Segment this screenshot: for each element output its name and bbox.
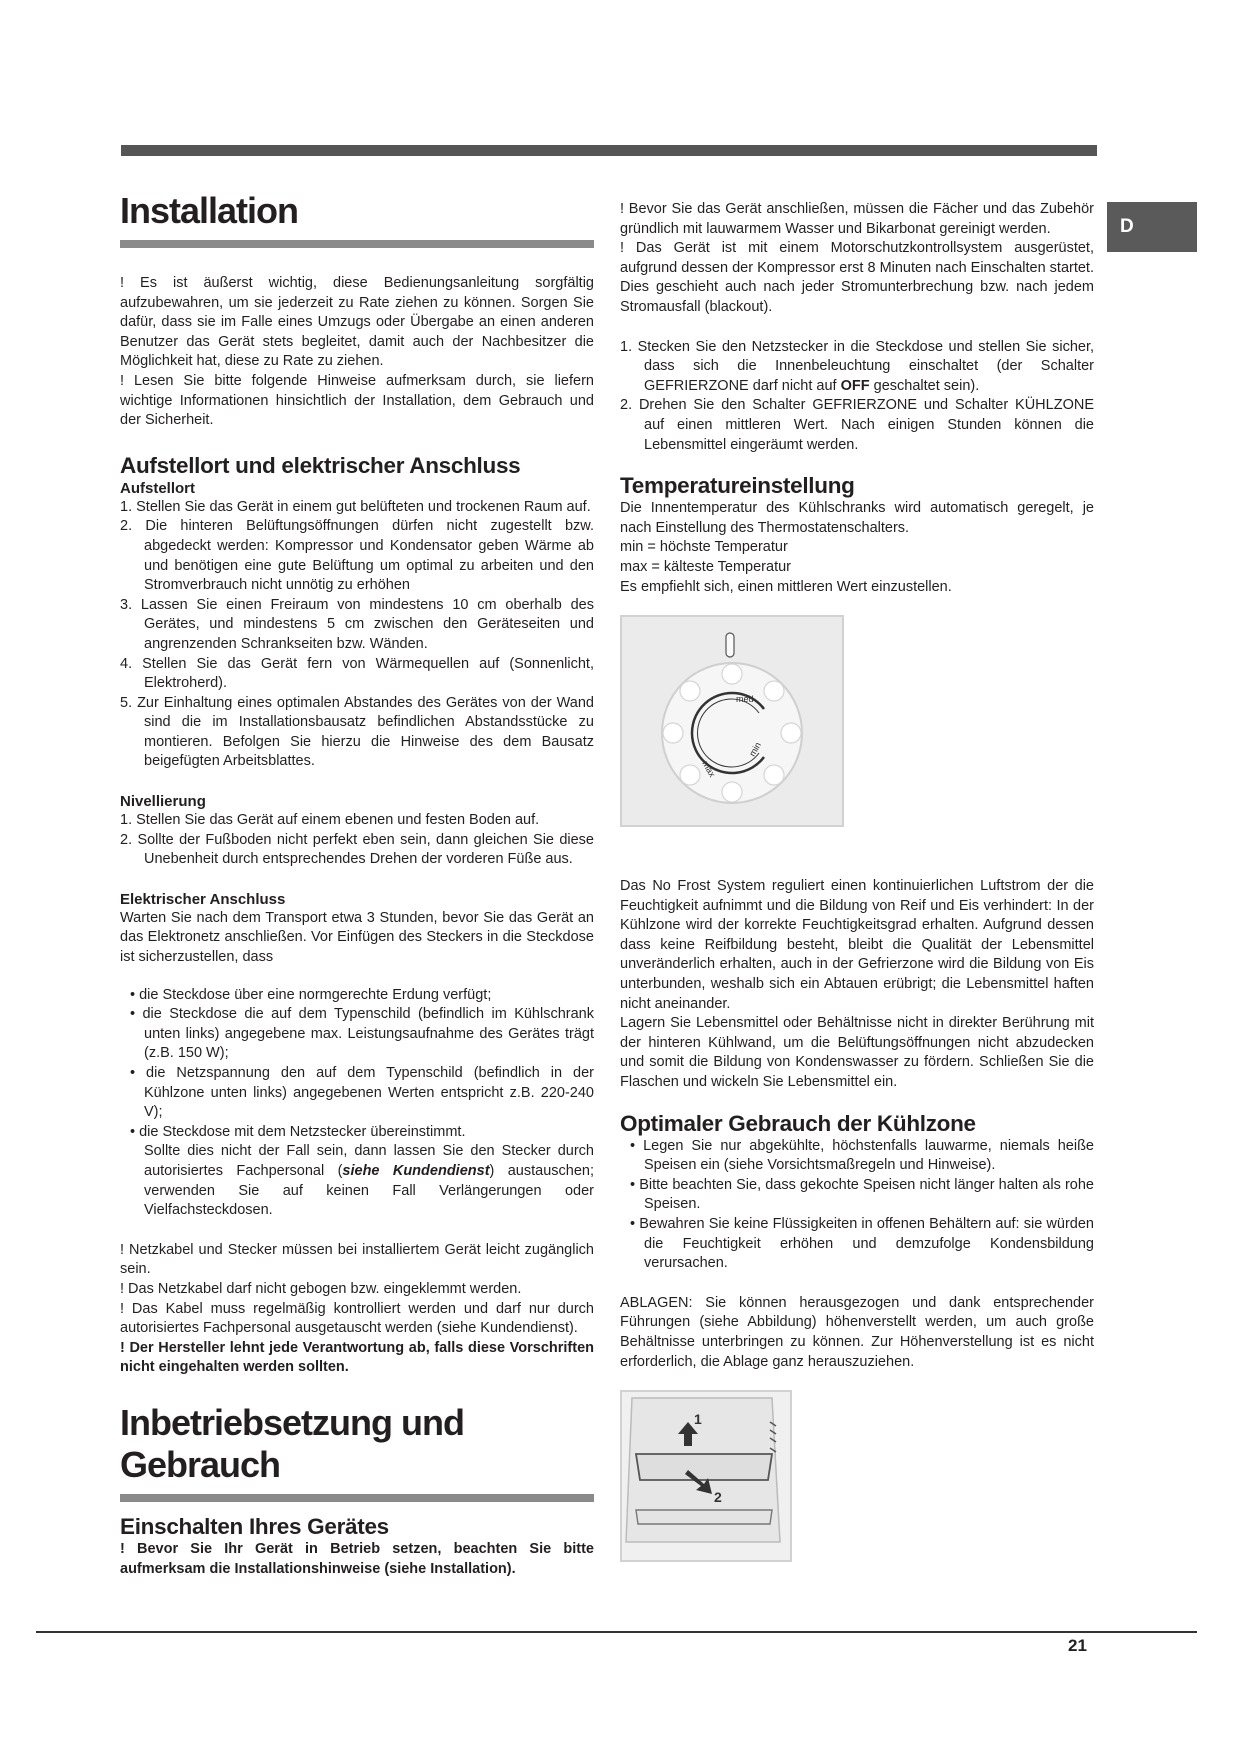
nivellierung-subheading: Nivellierung	[120, 793, 206, 811]
left-column	[120, 190, 594, 1579]
elektrisch-list	[120, 986, 594, 1143]
nofrost-text: Das No Frost System reguliert einen kontinuierlichen Luftstrom der die Feuchtigkeit aufnimmt und die Bildung von Reif und Eis verhindert: In der Kühlzone wird der korrekte Feuchtigkeitsgrad erhalten. Aufgrund dessen dass keine Reifbildung besteht, bleibt die Qualität der Lebensmittel unveränderlich erhalten, auch in der Gefrierzone wird die Bildung von Eis unterbunden, weshalb sich ein Abtauen erübrigt; die Lebensmittel haften nicht aneinander.	[620, 878, 1094, 1012]
list-item: 5. Zur Einhaltung eines optimalen Abstandes des Gerätes von der Wand sind die im Installationsbausatz befindlichen Abstandsstücke zu montieren. Befolgen Sie hierzu die Hinweise des dem Bausatz beigefügten Arbeitsblattes.	[120, 694, 594, 770]
temperatur-text: max = kälteste Temperatur	[620, 558, 791, 575]
installation-title: Installation	[120, 190, 299, 231]
optimal-heading: Optimaler Gebrauch der Kühlzone	[620, 1110, 976, 1136]
footer-rule	[36, 1631, 1197, 1633]
aufstellort-list	[120, 498, 594, 772]
intro-paragraph: ! Es ist äußerst wichtig, diese Bedienungsanleitung sorgfältig aufzubewahren, um sie jederzeit zu Rate ziehen zu können. Sorgen Sie dafür, dass sie im Falle eines Umzugs oder Übergabe an einen anderen Benutzer das Gerät stets begleitet, damit auch der Nachbesitzer die Möglichkeit hat, diese zu Rate zu ziehen.	[120, 275, 594, 370]
list-item: 4. Stellen Sie das Gerät fern von Wärmequellen auf (Sonnenlicht, Elektroherd).	[120, 655, 594, 692]
elektrisch-text: Warten Sie nach dem Transport etwa 3 Stunden, bevor Sie das Gerät an das Elektronetz anschließen. Vor Einfügen des Steckers in die Steckdose ist sicherzustellen, dass	[120, 909, 594, 966]
list-item: 3. Lassen Sie einen Freiraum von mindestens 10 cm oberhalb des Gerätes, und mindestens 5 cm zwischen den Geräteseiten und angrenzenden Schrankseiten bzw. Wänden.	[120, 596, 594, 652]
thermostat-dial-figure	[620, 615, 844, 827]
glass-shelf	[636, 1454, 772, 1480]
warning-text: ! Das Kabel muss regelmäßig kontrolliert werden und darf nur durch autorisiertes Fachpersonal ausgetauscht werden (siehe Kundendienst).	[120, 1300, 594, 1337]
list-item: • die Netzspannung den auf dem Typenschild (befindlich in der Kühlzone unten links) angegebenen Werten entspricht z.B. 220-240 V);	[130, 1065, 594, 1121]
list-item: • die Steckdose die auf dem Typenschild (befindlich im Kühlschrank unten links) angegebene max. Leistungsaufnahme des Gerätes trägt (z.B. 150 W);	[130, 1006, 594, 1062]
warning-bold: ! Der Hersteller lehnt jede Verantwortung ab, falls diese Vorschriften nicht eingehalten werden sollten.	[120, 1339, 594, 1376]
optimal-list	[620, 1137, 1094, 1274]
temperatur-text: Die Innentemperatur des Kühlschranks wird automatisch geregelt, je nach Einstellung des Thermostatenschalters.	[620, 500, 1094, 536]
list-item: 2. Drehen Sie den Schalter GEFRIERZONE und Schalter KÜHLZONE auf einen mittleren Wert. Nach einigen Stunden können die Lebensmittel eingeräumt werden.	[620, 397, 1094, 453]
nofrost-text: Lagern Sie Lebensmittel oder Behältnisse nicht in direkter Berührung mit der hinteren Kühlwand, um die Belüftungsöffnungen nicht abzudecken und somit die Bildung von Kondenswasser zu fördern. Schließen Sie die Flaschen und wickeln Sie Lebensmittel ein.	[620, 1015, 1094, 1091]
elektrisch-subheading: Elektrischer Anschluss	[120, 890, 286, 908]
aufstellort-heading: Aufstellort und elektrischer Anschluss	[120, 452, 521, 478]
ablagen-text: ABLAGEN: Sie können herausgezogen und dank entsprechender Führungen (siehe Abbildung) höhenverstellt werden, um auch große Behältnisse unterbringen zu können. Zur Höhenverstellung ist es nicht erforderlich, die Ablage ganz herauszuziehen.	[620, 1294, 1094, 1370]
dial-label-max: max	[700, 759, 718, 779]
temperatur-heading: Temperatureinstellung	[620, 473, 855, 499]
list-item: • Bitte beachten Sie, dass gekochte Speisen nicht länger halten als rohe Speisen.	[630, 1176, 1094, 1213]
list-item: 1. Stecken Sie den Netzstecker in die Steckdose und stellen Sie sicher, dass sich die Innenbeleuchtung einschaltet (der Schalter GEFRIERZONE darf nicht auf OFF geschaltet sein).	[620, 338, 1094, 394]
aufstellort-subheading: Aufstellort	[120, 479, 195, 497]
shelf-figure	[620, 1390, 792, 1562]
start-steps	[620, 338, 1094, 456]
lower-shelf	[636, 1510, 772, 1524]
list-item: • die Steckdose über eine normgerechte Erdung verfügt;	[130, 986, 492, 1003]
warning-text: ! Netzkabel und Stecker müssen bei installiertem Gerät leicht zugänglich sein.	[120, 1241, 594, 1278]
einschalten-warning: ! Bevor Sie Ihr Gerät in Betrieb setzen, beachten Sie bitte aufmerksam die Installationshinweise (siehe Installation).	[120, 1540, 594, 1577]
top-bar	[121, 145, 1097, 156]
dial-label-med: med	[736, 694, 754, 705]
intro-paragraph: ! Lesen Sie bitte folgende Hinweise aufmerksam durch, sie liefern wichtige Informationen hinsichtlich der Installation, dem Gebrauch und der Sicherheit.	[120, 372, 594, 429]
indicator-light	[726, 633, 734, 657]
dial-label-min: min	[747, 740, 763, 759]
title-rule	[120, 1494, 594, 1502]
list-item: 2. Die hinteren Belüftungsöffnungen dürfen nicht zugestellt bzw. abgedeckt werden: Kompressor und Kondensator geben Wärme ab und benötigen eine gute Belüftung um optimal zu arbeiten und den Stromverbrauch nicht unnötig zu erhöhen	[120, 518, 594, 594]
list-item: • Bewahren Sie keine Flüssigkeiten in offenen Behältern auf: sie würden die Feuchtigkeit erhöhen und demzufolge Kondensbildung verursachen.	[630, 1216, 1094, 1272]
title-rule	[120, 240, 594, 248]
warning-text: ! Das Netzkabel darf nicht gebogen bzw. eingeklemmt werden.	[120, 1280, 522, 1297]
shelf-step-label: 2	[714, 1489, 722, 1506]
list-item: • Legen Sie nur abgekühlte, höchstenfalls lauwarme, niemals heiße Speisen ein (siehe Vorsichtsmaßregeln und Hinweise).	[630, 1137, 1094, 1174]
temperatur-text: min = höchste Temperatur	[620, 539, 788, 556]
elektrisch-note: Sollte dies nicht der Fall sein, dann lassen Sie den Stecker durch autorisiertes Fachpersonal (siehe Kundendienst) austauschen; verwenden Sie auf keinen Fall Verlängerungen oder Vielfachsteckdosen.	[144, 1143, 594, 1219]
warning-text: ! Das Gerät ist mit einem Motorschutzkontrollsystem ausgerüstet, aufgrund dessen der Kompressor erst 8 Minuten nach Einschalten startet. Dies geschieht auch nach jeder Stromunterbrechung bzw. nach jedem Stromausfall (blackout).	[620, 240, 1094, 315]
temperatur-text: Es empfiehlt sich, einen mittleren Wert einzustellen.	[620, 578, 952, 595]
list-item: • die Steckdose mit dem Netzstecker übereinstimmt.	[130, 1123, 466, 1140]
inbetrieb-title: Inbetriebsetzung und Gebrauch	[120, 1401, 464, 1485]
shelf-step-label: 1	[694, 1411, 702, 1428]
thermostat-dial-illustration	[622, 617, 842, 825]
nivellierung-list	[120, 811, 594, 870]
warning-text: ! Bevor Sie das Gerät anschließen, müssen die Fächer und das Zubehör gründlich mit lauwarmem Wasser und Bikarbonat gereinigt werden.	[620, 201, 1094, 237]
einschalten-heading: Einschalten Ihres Gerätes	[120, 1513, 389, 1539]
language-tab: D	[1107, 202, 1197, 252]
page-number: 21	[1068, 1636, 1087, 1655]
list-item: 1. Stellen Sie das Gerät auf einem ebenen und festen Boden auf.	[120, 812, 540, 829]
list-item: 1. Stellen Sie das Gerät in einem gut belüfteten und trockenen Raum auf.	[120, 498, 591, 515]
right-column	[620, 200, 1094, 1562]
list-item: 2. Sollte der Fußboden nicht perfekt eben sein, dann gleichen Sie diese Unebenheit durch entsprechendes Drehen der vorderen Füße aus.	[120, 831, 594, 868]
shelf-illustration	[622, 1392, 790, 1560]
